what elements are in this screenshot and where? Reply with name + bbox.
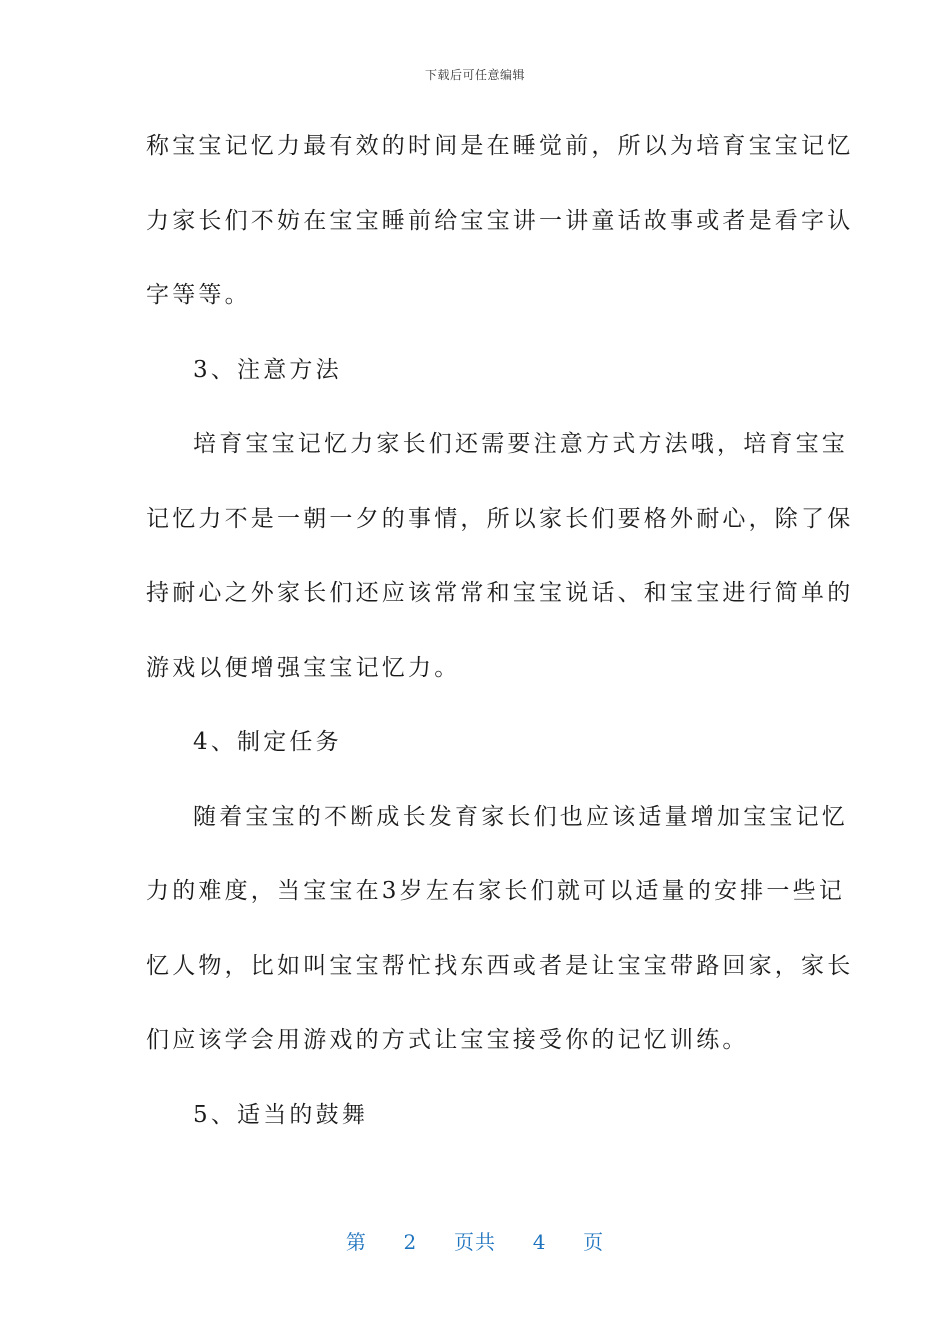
body-line: 们应该学会用游戏的方式让宝宝接受你的记忆训练。: [146, 1027, 749, 1053]
body-line: 力家长们不妨在宝宝睡前给宝宝讲一讲童话故事或者是看字认: [146, 207, 854, 234]
page-label-suffix: 页: [583, 1230, 605, 1254]
body-line: 力的难度，当宝宝在3岁左右家长们就可以适量的安排一些记: [146, 878, 846, 904]
page-total: 4: [532, 1230, 547, 1254]
page-number: 2: [403, 1230, 418, 1254]
header-note: 下载后可任意编辑: [424, 68, 525, 82]
page-footer: [0, 1226, 950, 1255]
section-heading: 4、制定任务: [193, 729, 342, 755]
section-heading: 3、注意方法: [193, 356, 342, 383]
body-line: 字等等。: [146, 282, 251, 308]
body-line: 忆人物，比如叫宝宝帮忙找东西或者是让宝宝带路回家，家长: [146, 952, 854, 979]
body-line: 随着宝宝的不断成长发育家长们也应该适量增加宝宝记忆: [193, 803, 848, 830]
body-line: 称宝宝记忆力最有效的时间是在睡觉前，所以为培育宝宝记忆: [146, 133, 854, 159]
page-label-prefix: 第: [345, 1230, 367, 1254]
page-label-middle: 页共: [454, 1230, 496, 1254]
body-line: 培育宝宝记忆力家长们还需要注意方式方法哦，培育宝宝: [193, 431, 848, 457]
body-line: 游戏以便增强宝宝记忆力。: [146, 654, 461, 681]
section-heading: 5、适当的鼓舞: [193, 1101, 369, 1128]
body-line: 持耐心之外家长们还应该常常和宝宝说话、和宝宝进行简单的: [146, 580, 854, 606]
body-line: 记忆力不是一朝一夕的事情，所以家长们要格外耐心，除了保: [146, 505, 854, 532]
document-body: [146, 118, 854, 1161]
